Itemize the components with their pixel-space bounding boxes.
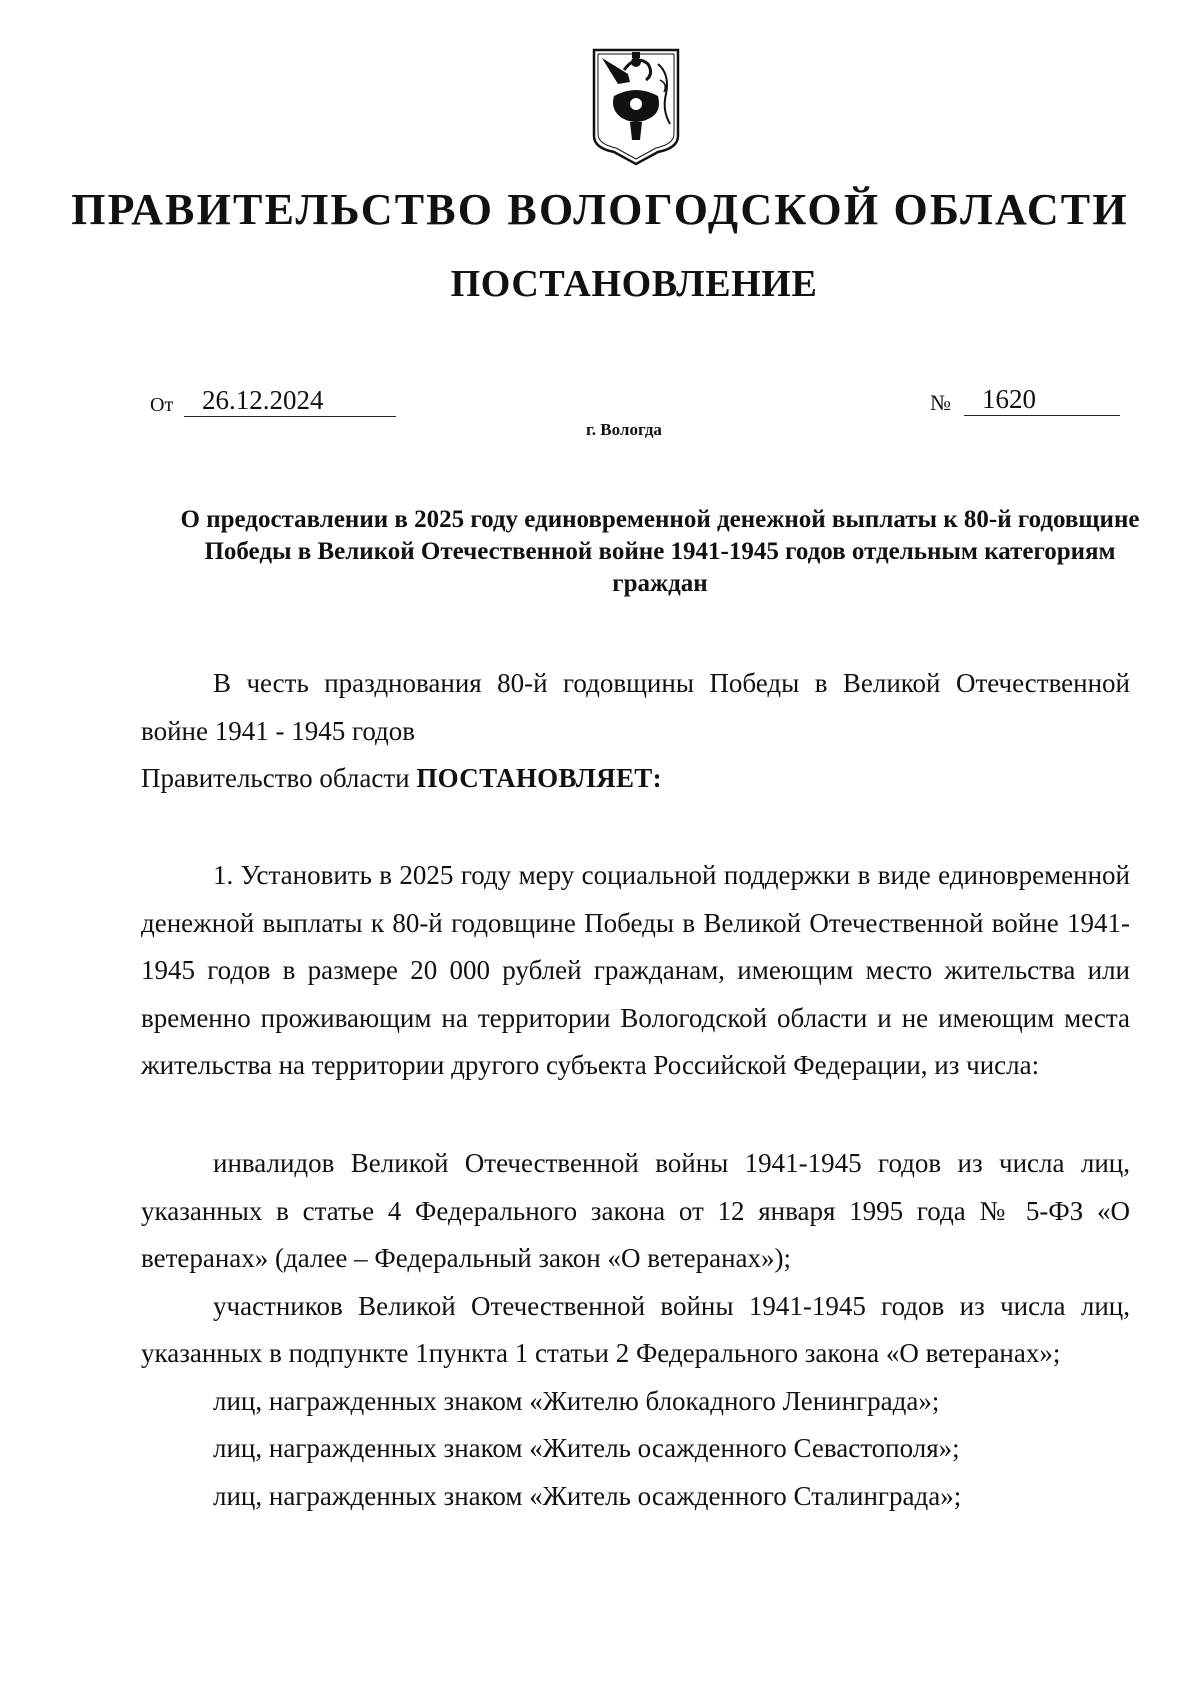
resolves-prefix: Правительство области xyxy=(141,763,417,793)
list-item: инвалидов Великой Отечественной войны 1941-1945 годов из числа лиц, указанных в статье 4 Федерального закона от 12 января 1995 года № 5-ФЗ «О ветеранах» (далее – Федеральный закон «О ветеранах»); xyxy=(141,1148,1130,1273)
resolves-keyword: ПОСТАНОВЛЯЕТ: xyxy=(416,763,662,793)
vologda-coat-of-arms-icon xyxy=(588,44,684,168)
number-label: № xyxy=(930,390,951,415)
document-subject: О предоставлении в 2025 году единовременной денежной выплаты к 80-й годовщине Победы в Великой Отечественной войне 1941-1945 годов отдельным категориям граждан xyxy=(180,506,1140,597)
list-item: лиц, награжденных знаком «Житель осажденного Сталинграда»; xyxy=(213,1480,962,1511)
list-item: участников Великой Отечественной войны 1941-1945 годов из числа лиц, указанных в подпункте 1пункта 1 статьи 2 Федерального закона «О ветеранах»; xyxy=(141,1290,1130,1368)
date-label: От xyxy=(150,394,174,416)
government-title: ПРАВИТЕЛЬСТВО ВОЛОГОДСКОЙ ОБЛАСТИ xyxy=(71,185,1129,234)
document-date: 26.12.2024 xyxy=(184,384,396,417)
list-item: лиц, награжденных знаком «Жителю блокадного Ленинграда»; xyxy=(213,1385,940,1416)
paragraph-1: 1. Установить в 2025 году меру социальной поддержки в виде единовременной денежной выплаты к 80-й годовщине Победы в Великой Отечественной войне 1941-1945 годов в размере 20 000 рублей гражданам, имеющим место жительства или временно проживающим на территории Вологодской области и не имеющим места жительства на территории другого субъекта Российской Федерации, из числа: xyxy=(141,860,1130,1080)
category-list xyxy=(141,1140,1130,1520)
intro-paragraph: В честь празднования 80-й годовщины Победы в Великой Отечественной войне 1941 - 1945 годов xyxy=(141,668,1130,746)
document-number: 1620 xyxy=(964,383,1120,416)
resolves-line xyxy=(141,755,1130,803)
list-item: лиц, награжденных знаком «Житель осажденного Севастополя»; xyxy=(213,1433,960,1463)
city: г. Вологда xyxy=(586,420,662,439)
document-type: ПОСТАНОВЛЕНИЕ xyxy=(450,263,818,305)
